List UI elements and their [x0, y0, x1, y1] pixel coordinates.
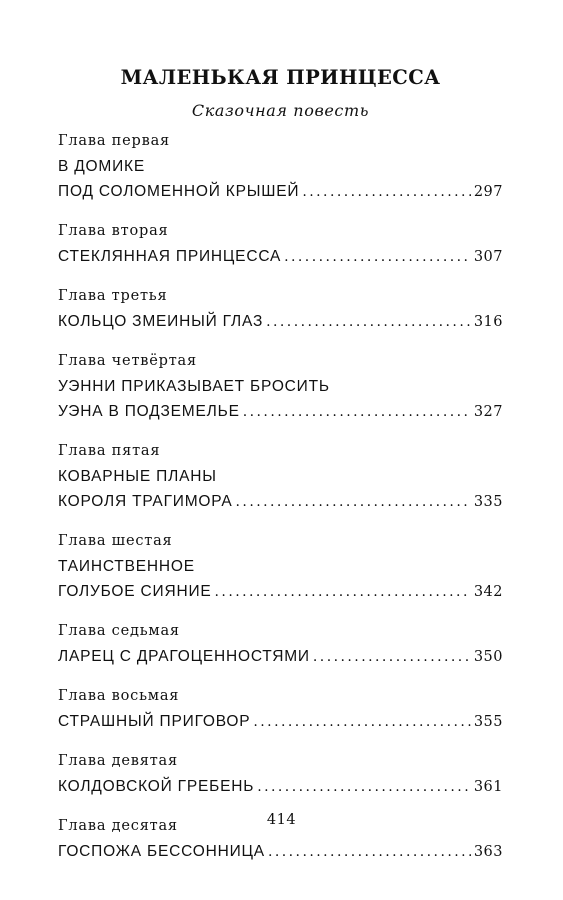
toc-entry	[58, 129, 503, 205]
dot-leader	[266, 310, 471, 335]
chapter-title-text: ЛАРЕЦ С ДРАГОЦЕННОСТЯМИ	[58, 648, 310, 665]
chapter-title-last-line	[58, 179, 503, 205]
page-number: 363	[473, 844, 503, 860]
chapter-label: Глава вторая	[58, 223, 169, 239]
chapter-title-text: КОРОЛЯ ТРАГИМОРА	[58, 493, 233, 510]
chapter-label: Глава третья	[58, 288, 168, 304]
chapter-title-last-line	[58, 644, 503, 670]
dot-leader	[215, 580, 471, 605]
chapter-title-last-line	[58, 489, 503, 515]
toc-entry	[58, 529, 503, 605]
dot-leader	[313, 645, 471, 670]
chapter-label: Глава восьмая	[58, 688, 180, 704]
table-of-contents	[58, 66, 503, 879]
chapter-title-line: УЭННИ ПРИКАЗЫВАЕТ БРОСИТЬ	[58, 378, 330, 395]
chapter-label: Глава седьмая	[58, 623, 180, 639]
page-number: 350	[473, 649, 503, 665]
chapter-title-text: СТРАШНЫЙ ПРИГОВОР	[58, 713, 251, 730]
dot-leader	[302, 180, 470, 205]
chapter-title-last-line	[58, 774, 503, 800]
chapter-title-text: КОЛДОВСКОЙ ГРЕБЕНЬ	[58, 778, 255, 795]
toc-entry	[58, 684, 503, 735]
chapter-title-last-line	[58, 309, 503, 335]
chapter-title-line: ТАИНСТВЕННОЕ	[58, 558, 195, 575]
chapter-title-last-line	[58, 399, 503, 425]
chapter-title-line: КОВАРНЫЕ ПЛАНЫ	[58, 468, 217, 485]
page-number: 307	[473, 249, 503, 265]
toc-entry	[58, 219, 503, 270]
chapter-label: Глава четвёртая	[58, 353, 197, 369]
page-number: 327	[473, 404, 503, 420]
dot-leader	[243, 400, 471, 425]
page-number: 335	[473, 494, 503, 510]
page-number: 316	[473, 314, 503, 330]
chapter-label: Глава десятая	[58, 818, 178, 834]
chapter-title-line: В ДОМИКЕ	[58, 158, 146, 175]
page-number: 297	[473, 184, 503, 200]
dot-leader	[268, 840, 471, 865]
chapter-label: Глава пятая	[58, 443, 161, 459]
dot-leader	[257, 775, 471, 800]
chapter-label: Глава шестая	[58, 533, 173, 549]
chapter-title-text: ПОД СОЛОМЕННОЙ КРЫШЕЙ	[58, 183, 300, 200]
page-number: 342	[473, 584, 503, 600]
chapter-label: Глава девятая	[58, 753, 178, 769]
chapter-title-last-line	[58, 579, 503, 605]
page-number: 355	[473, 714, 503, 730]
toc-entries	[58, 129, 503, 865]
chapter-title-text: ГОЛУБОЕ СИЯНИЕ	[58, 583, 212, 600]
chapter-title-last-line	[58, 244, 503, 270]
folio-page-number: 414	[266, 812, 297, 828]
book-subtitle: Сказочная повесть	[191, 101, 370, 120]
chapter-title-text: ГОСПОЖА БЕССОННИЦА	[58, 843, 265, 860]
dot-leader	[253, 710, 470, 735]
dot-leader	[236, 490, 471, 515]
chapter-title-last-line	[58, 839, 503, 865]
chapter-title-last-line	[58, 709, 503, 735]
chapter-label: Глава первая	[58, 133, 170, 149]
book-title: МАЛЕНЬКАЯ ПРИНЦЕССА	[120, 66, 441, 89]
page-number: 361	[473, 779, 503, 795]
chapter-title-text: СТЕКЛЯННАЯ ПРИНЦЕССА	[58, 248, 282, 265]
chapter-title-text: УЭНА В ПОДЗЕМЕЛЬЕ	[58, 403, 240, 420]
chapter-title-text: КОЛЬЦО ЗМЕИНЫЙ ГЛАЗ	[58, 313, 264, 330]
toc-entry	[58, 284, 503, 335]
toc-entry	[58, 349, 503, 425]
toc-entry	[58, 749, 503, 800]
dot-leader	[284, 245, 471, 270]
toc-entry	[58, 619, 503, 670]
toc-entry	[58, 439, 503, 515]
